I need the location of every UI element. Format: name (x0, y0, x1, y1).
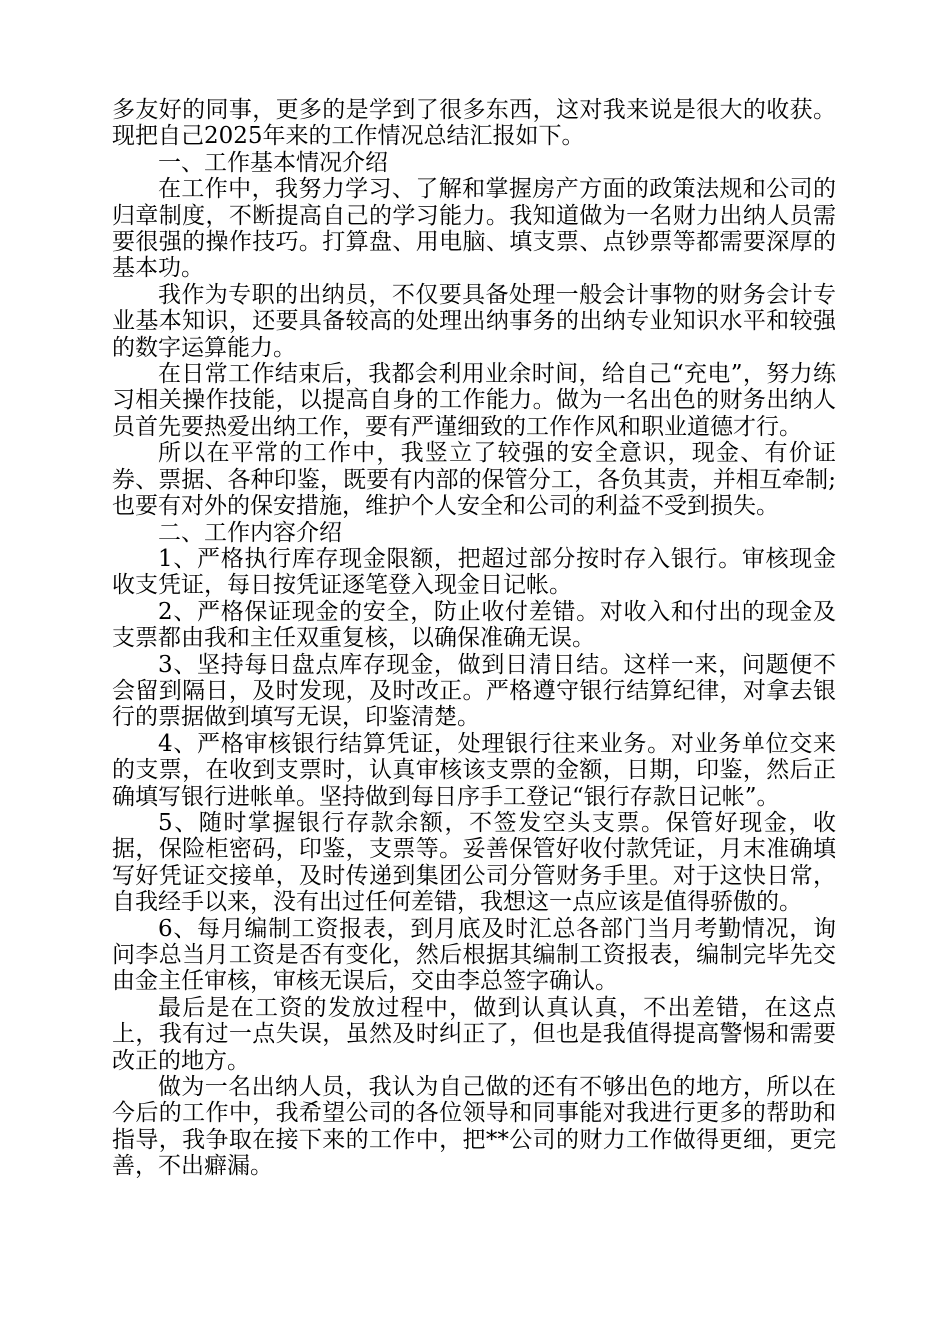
list-item-3: 3、坚持每日盘点库存现金，做到日清日结。这样一来，问题便不会留到隔日，及时发现，及时改正。严格遵守银行结算纪律，对拿去银行的票据做到填写无误，印鉴清楚。 (112, 651, 836, 731)
section-heading-work-content: 二、工作内容介绍 (158, 519, 342, 546)
paragraph-conclusion: 做为一名出纳人员，我认为自己做的还有不够出色的地方，所以在今后的工作中，我希望公司的各位领导和同事能对我进行更多的帮助和指导，我争取在接下来的工作中，把**公司的财力工作做得更细，更完善，不出癖漏。 (112, 1074, 836, 1180)
document-body (112, 97, 836, 1180)
list-item-2: 2、严格保证现金的安全，防止收付差错。对收入和付出的现金及支票都由我和主任双重复核，以确保准确无误。 (112, 598, 836, 652)
paragraph-safety-awareness: 所以在平常的工作中，我竖立了较强的安全意识，现金、有价证券、票据、各种印鉴，既要有内部的保管分工，各负其责，并相互牵制;也要有对外的保安措施，维护个人安全和公司的利益不受到损失。 (112, 440, 836, 520)
paragraph-self-improvement: 在日常工作结束后，我都会利用业余时间，给自己“充电”，努力练习相关操作技能，以提高自身的工作能力。做为一名出色的财务出纳人员首先要热爱出纳工作，要有严谨细致的工作作风和职业道德才行。 (112, 361, 836, 440)
paragraph-payroll-mistake: 最后是在工资的发放过程中，做到认真认真，不出差错，在这点上，我有过一点失误，虽然及时纠正了，但也是我值得提高警惕和需要改正的地方。 (112, 994, 836, 1074)
list-item-4: 4、严格审核银行结算凭证，处理银行往来业务。对业务单位交来的支票，在收到支票时，认真审核该支票的金额，日期，印鉴，然后正确填写银行进帐单。坚持做到每日序手工登记“银行存款日记帐”。 (112, 730, 836, 810)
paragraph-professional-knowledge: 我作为专职的出纳员，不仅要具备处理一般会计事物的财务会计专业基本知识，还要具备较高的处理出纳事务的出纳专业知识水平和较强的数字运算能力。 (112, 281, 836, 361)
section-heading-basic-situation: 一、工作基本情况介绍 (158, 149, 388, 176)
list-item-5: 5、随时掌握银行存款余额，不签发空头支票。保管好现金，收据，保险柜密码，印鉴，支票等。妥善保管好收付款凭证，月末准确填写好凭证交接单，及时传递到集团公司分管财务手里。对于这快日常，自我经手以来，没有出过任何差错，我想这一点应该是值得骄傲的。 (112, 809, 836, 916)
paragraph-study: 在工作中，我努力学习、了解和掌握房产方面的政策法规和公司的归章制度，不断提高自己的学习能力。我知道做为一名财力出纳人员需要很强的操作技巧。打算盘、用电脑、填支票、点钞票等都需要深厚的基本功。 (112, 176, 836, 282)
list-item-6: 6、每月编制工资报表，到月底及时汇总各部门当月考勤情况，询问李总当月工资是否有变化，然后根据其编制工资报表，编制完毕先交由金主任审核，审核无误后，交由李总签字确认。 (112, 915, 836, 995)
list-item-1: 1、严格执行库存现金限额，把超过部分按时存入银行。审核现金收支凭证，每日按凭证逐笔登入现金日记帐。 (112, 545, 836, 599)
paragraph-intro-continuation: 多友好的同事，更多的是学到了很多东西，这对我来说是很大的收获。现把自己2025年来的工作情况总结汇报如下。 (112, 97, 836, 150)
